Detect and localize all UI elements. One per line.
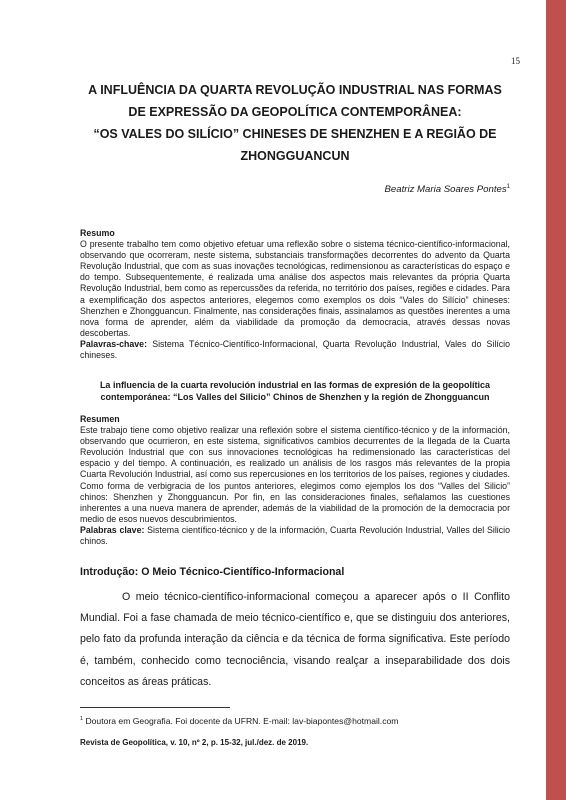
resumo-keywords [80, 339, 510, 361]
side-color-bar [546, 0, 566, 800]
title-line: ZHONGGUANCUN [240, 149, 350, 163]
resumen-section [80, 414, 510, 547]
keywords-text: Sistema Técnico-Científico-Informacional, Quarta Revolução Industrial, Vales do Silício chineses. [80, 338, 510, 361]
footnote-marker: 1 [80, 716, 84, 723]
resumo-heading: Resumo [80, 228, 115, 238]
author-name: Beatriz Maria Soares Pontes [384, 184, 507, 196]
author-line [60, 184, 510, 195]
introduction-body [80, 587, 510, 693]
keywords-label: Palavras-chave: [80, 338, 147, 349]
author-footnote-marker: 1 [506, 184, 510, 190]
resumen-keywords [80, 525, 510, 547]
title-line: DE EXPRESSÃO DA GEOPOLÍTICA CONTEMPORÂNEA: [128, 105, 462, 119]
resumo-body: O presente trabalho tem como objetivo efetuar uma reflexão sobre o sistema técnico-científico-informacional, observando que ocorreram, neste sistema, substanciais transformações decorrentes do advento da Quarta Revolução Industrial, que com as suas inovações tecnológicas, redimensionou as características do espaço e do tempo. Subsequentemente, é realizada uma análise dos aspectos mais relevantes da própria Quarta Revolução Industrial, bem como as repercussões da referida, no território dos países, regiões e cidades. Para a exemplificação dos aspectos anteriores, elegemos como exemplos os dois “Vales do Silício” chineses: Shenzhen e Zhongguancun. Finalmente, nas considerações finais, assinalamos as questões inerentes a uma nova forma de aprender, além da viabilidade da promoção da democracia, através dessas novas descobertas. [80, 239, 510, 338]
resumo-section [80, 228, 510, 361]
keywords-label: Palabras clave: [80, 524, 145, 535]
title-line: “OS VALES DO SILÍCIO” CHINESES DE SHENZHEN E A REGIÃO DE [93, 127, 497, 141]
footnote-divider [80, 707, 230, 708]
article-title [60, 79, 530, 167]
journal-citation: Revista de Geopolítica, v. 10, nº 2, p. 15-32, jul./dez. de 2019. [80, 738, 309, 747]
keywords-text: Sistema científico-técnico y de la información, Cuarta Revolución Industrial, Valles del Silicio chinos. [80, 524, 510, 547]
introduction-paragraph: O meio técnico-científico-informacional começou a aparecer após o II Conflito Mundial. Foi a fase chamada de meio técnico-científico e, que se distinguiu dos anteriores, pelo fato da profunda interação da ciência e da técnica de forma significativa. Este período é, também, conhecido como tecnociência, visando realçar a inseparabilidade dos dois conceitos as áreas práticas. [80, 591, 510, 688]
footnote-text: Doutora em Geografia. Foi docente da UFRN. E-mail: lav-biapontes@hotmail.com [83, 716, 399, 726]
title-line: A INFLUÊNCIA DA QUARTA REVOLUÇÃO INDUSTRIAL NAS FORMAS [88, 83, 502, 97]
resumen-heading: Resumen [80, 414, 120, 424]
spanish-title: La influencia de la cuarta revolución industrial en las formas de expresión de la geopolítica contemporánea: “Los Valles del Silicio” Chinos de Shenzhen y la región de Zhongguancun [99, 380, 491, 402]
page-number: 15 [511, 56, 520, 66]
footnote [80, 716, 398, 726]
introduction-heading: Introdução: O Meio Técnico-Científico-Informacional [80, 566, 345, 578]
resumen-body: Este trabajo tiene como objetivo realizar una reflexión sobre el sistema científico-técnico y de la información, observando que ocurrieron, en este sistema, significativos cambios decurrentes de la llegada de la Cuarta Revolución Industrial que con sus innovaciones tecnológicas ha redimensionado las características del espacio y del tiempo. A continuación, es realizado un análisis de los rasgos más relevantes de la propia Cuarta Revolución Industrial, así como sus repercusiones en los territorios de los países, regiones y ciudades. Como forma de verbigracia de los puntos anteriores, elegimos como ejemplos los dos “Valles del Silicio” chinos: Shenzhen y Zhongguancun. Por fin, en las consideraciones finales, señalamos las cuestiones inherentes a una nueva manera de aprender, además de la viabilidad de la promoción de la democracia por medio de esos nuevos descubrimientos. [80, 425, 510, 524]
